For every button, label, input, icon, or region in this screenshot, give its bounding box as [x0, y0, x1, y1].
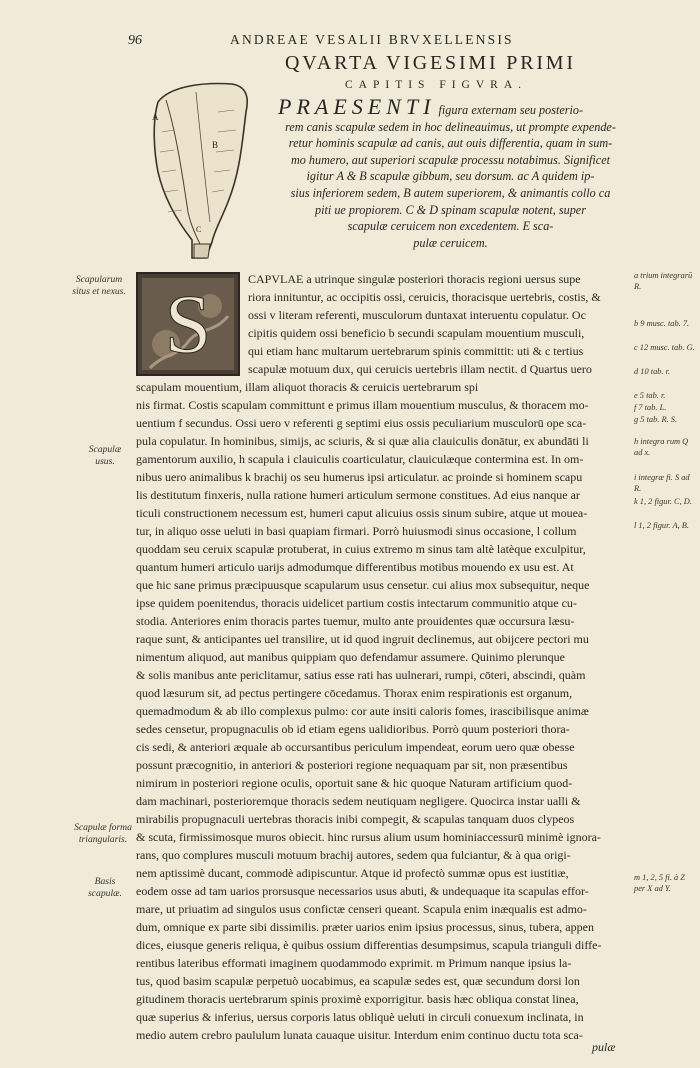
running-title: ANDREAE VESALII BRVXELLENSIS	[230, 32, 514, 47]
body-line: possunt præcognitio, in anteriori & posteriori regione nequaquam par sit, non præsentibus	[136, 758, 568, 772]
body-line: tus, quod basim scapulæ perpetuò uocabimus, ea scapulæ sedes est, quæ secundum dorsi lon	[136, 974, 580, 988]
margin-note-situs: Scapularum situs et nexus.	[72, 274, 126, 297]
body-line: qui etiam hanc multarum uertebrarum spinis committit: uti & c tertius	[248, 344, 584, 358]
body-line: medio autem crebro paululum lunata cauaque uisitur. Interdum enim continuo ductu tota sca-	[136, 1028, 583, 1042]
body-line: gitudinem thoracis uertebrarum spinis proximè exporrigitur. basis hæc obliqua constat linea,	[136, 992, 579, 1006]
margin-ref: i integræ fi. S ad R.	[634, 473, 690, 493]
body-line: mirabilis propugnaculi uertebras thoracis inibi compegit, & scapulas tanquam duos clypeos	[136, 812, 575, 826]
caption-line: piti ue propiorem. C & D spinam scapulæ notent, super	[315, 202, 586, 217]
body-line: ticuli constructionem necessum est, humeri caput alicuius ossis sinum subire, atque ut mouea-	[136, 506, 588, 520]
caption-line: sius inferiorem sedem, B autem superiorem, & animantis collo ca	[290, 185, 611, 200]
figure-subtitle: CAPITIS FIGVRA.	[345, 79, 528, 91]
body-line: gamentorum auxilio, h scapula i clauiculis coarticulatur, clauiculæque contermina est. In om-	[136, 452, 584, 466]
body-line: dices, eiusque generis reliqua, è quibus ossium differentias desumpsimus, scapula trianguli diffe-	[136, 938, 602, 952]
chapter-body-text	[136, 270, 628, 1044]
body-line: que hic sane primus præcipuusque scapularum usus censetur. cui alius mox subsequitur, neque	[136, 578, 590, 592]
caption-line	[278, 94, 623, 119]
margin-ref: l 1, 2 figur. A, B.	[634, 521, 689, 530]
body-line: quemadmodum & ab illo complexus pulmo: cor aute insiti caloris fomes, irascibilisque animæ	[136, 704, 589, 718]
body-line: quoddam seu ceruix scapulæ protuberat, in cuius extremo m sinus tam altè latèque exculpitur,	[136, 542, 586, 556]
body-line: quantum humeri articulo uarijs admodumque differentibus motibus mouendo ex usu est. At	[136, 560, 574, 574]
margin-note-forma: Scapulæ forma triangularis.	[74, 822, 132, 845]
margin-ref: g 5 tab. R. S.	[634, 415, 678, 424]
figure-label-b: B	[212, 140, 219, 150]
body-line: CAPVLAE a utrinque singulæ posteriori thoracis regioni uersus supe	[248, 272, 581, 286]
dropcap-letter: S	[164, 278, 212, 371]
body-line: nem aptissimè ducant, commodè adipiscuntur. Atque id profectò summæ opus est iustitiæ,	[136, 866, 569, 880]
body-line: stodia. Anteriores enim thoracis partes tuemur, multo ante prouidentes quæ occursura læsu-	[136, 614, 575, 628]
body-line: ossi v literam referenti, musculorum duntaxat interuentu copulatur. Oc	[248, 308, 586, 322]
body-line: cis sedi, & anteriori æquale ab occursantibus periculum impendeat, eorum uero quæ obesse	[136, 740, 575, 754]
body-line: mare, ut priuatim ad singulos usus confictæ censeri queant. Scapula enim inæqualis est admo-	[136, 902, 587, 916]
body-line: dam machinari, posterioremque thoracis sedem neutiquam negligere. Quocirca instar ualli &	[136, 794, 581, 808]
margin-ref: e 5 tab. r.	[634, 391, 666, 400]
margin-note-usus: Scapulæ usus.	[88, 444, 122, 467]
caption-line: igitur A & B scapulæ gibbum, seu dorsum. ac A quidem ip-	[306, 169, 595, 184]
body-line: rentibus lateribus efformati imaginem quodammodo exprimit. m Primum nanque ipsius la-	[136, 956, 572, 970]
figure-label-a: A	[152, 112, 159, 122]
margin-ref: a trium integrarū R.	[634, 271, 693, 291]
caption-initial: PRAESENTI	[278, 94, 436, 119]
page-number: 96	[128, 33, 142, 48]
body-line: scapulam mouentium, illam aliquot thoracis & ceruicis uertebrarum spi	[136, 380, 479, 394]
body-line: nimentum aliquod, aut manibus quippiam quo defendamur assumere. Quinimo plerunque	[136, 650, 565, 664]
body-line: nis firmat. Costis scapulam committunt e primus illam mouentium musculus, & thoracem mo-	[136, 398, 589, 412]
figure-title: QVARTA VIGESIMI PRIMI	[285, 52, 576, 74]
body-line: dum, omnique ex parte sibi dissimilis. præter uarios enim ipsius processus, sinus, tubera, appen	[136, 920, 594, 934]
caption-line-text: figura externam seu posterio-	[438, 103, 584, 117]
margin-ref: c 12 musc. tab. G.	[634, 343, 695, 352]
body-line: riora innituntur, ac occipitis ossi, ceruicis, thoracisque uertebris, costis, &	[248, 290, 601, 304]
body-line: ipse quidem poenitendus, thoracis uidelicet partium costis intectarum communitio atque cu-	[136, 596, 577, 610]
body-line: & solis manibus ante periclitamur, satius esse rati has uulnerari, rumpi, cōteri, abscindi, quàm	[136, 668, 586, 682]
body-line: lis destitutum finxeris, nulla ratione humeri articulum sermone constitues. Ad eius nanque ar	[136, 488, 580, 502]
figure-caption	[278, 94, 623, 251]
caption-line: scapulæ ceruicem non excedentem. E sca-	[347, 219, 554, 234]
catchword: pulæ	[592, 1040, 616, 1054]
body-line: nibus uero animalibus k brachij os seu humerus ipsi articulatur. ac proinde si hominem scapu	[136, 470, 583, 484]
body-line: nimirum in posteriori regione oculis, oportuit sane & hic quoque Naturam artificium quod-	[136, 776, 573, 790]
margin-ref: m 1, 2, 5 fi. à Z per X ad Y.	[634, 873, 685, 893]
caption-line: mo humero, aut superiori scapulæ processu notabimus. Significet	[290, 152, 610, 167]
margin-note-basis: Basis scapulæ.	[88, 876, 122, 899]
body-line: eodem osse ad tam uarios prorsusque necessarios usus abuti, & undequaque ita scapulas effor-	[136, 884, 589, 898]
body-line: scapulæ motuum dux, qui ceruicis uertebris illam nectit. d Quartus uero	[248, 362, 592, 376]
body-line: quod læsurum sit, ad pectus pertingere cōcedamus. Thorax enim respirationis est organum,	[136, 686, 573, 700]
caption-line: retur hominis scapulæ ad canis, aut ouis differentia, quam in sum-	[288, 136, 613, 151]
body-line: raque sunt, & anticipantes uel transilire, ut id quod ingruit declinemus, aut obijcere pectori mu	[136, 632, 589, 646]
body-line: & scuta, firmissimosque muros obiecit. hinc rursus alium usum hominiaccessurū minimè ignora-	[136, 830, 601, 844]
caption-line: pulæ ceruicem.	[413, 235, 488, 250]
body-line: rans, quo complures musculi motuum brachij autores, sedem qua fulciantur, & à qua origi-	[136, 848, 571, 862]
body-line: tur, in aliquo osse ueluti in basi quapiam firmari. Porrò huiusmodi sinus occasione, l collum	[136, 524, 577, 538]
margin-ref: k 1, 2 figur. C, D.	[634, 497, 692, 506]
body-line: uentium f secundus. Ossi uero v referenti g septimi eius ossis peculiarium musculorū ope sca-	[136, 416, 587, 430]
margin-ref: d 10 tab. r.	[634, 367, 671, 376]
margin-ref: h integra rum Q ad x.	[634, 437, 689, 457]
body-line: sedes censetur, propugnaculis ob id etiam egens ualidioribus. Porrò quum posteriori thora-	[136, 722, 570, 736]
decorated-initial	[136, 272, 240, 376]
margin-ref: b 9 musc. tab. 7.	[634, 319, 690, 328]
figure-label-c: C	[196, 225, 202, 234]
body-line: quæ superius & inferius, uersus corporis latus obliquè ueluti in circuli conuexum inclinata, in	[136, 1010, 584, 1024]
body-line: cipitis quidem ossi beneficio b secundi scapulam mouentium musculi,	[248, 326, 585, 340]
margin-ref: f 7 tab. L.	[634, 403, 667, 412]
body-line: pula copulatur. In hominibus, simijs, ac sciuris, & si quæ alia clauiculis donātur, ex abundāti li	[136, 434, 589, 448]
caption-line: rem canis scapulæ sedem in hoc delineauimus, ut prompte expende-	[285, 119, 616, 134]
scapula-woodcut	[148, 72, 252, 262]
